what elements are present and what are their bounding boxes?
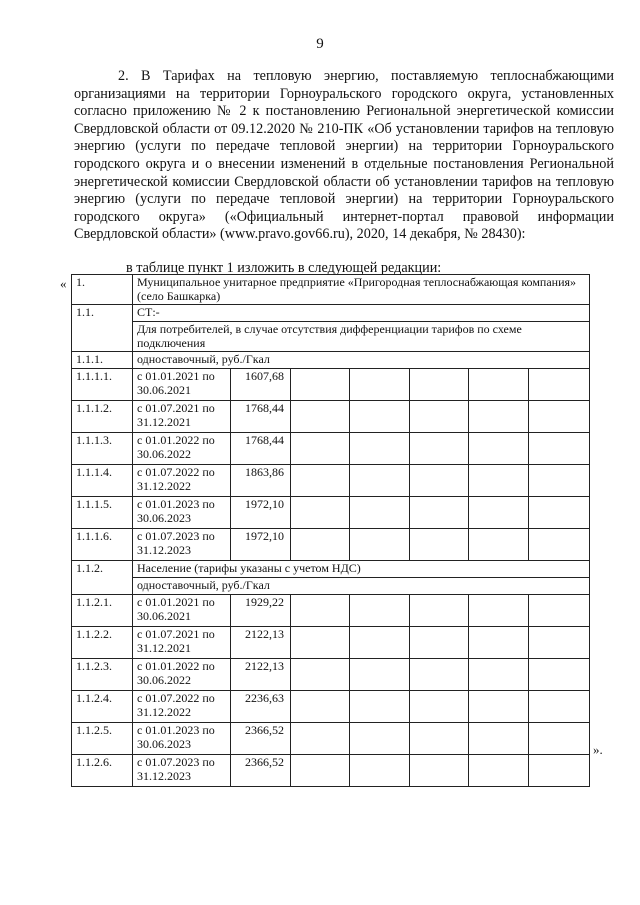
period: с 01.01.2023 по 30.06.2023 xyxy=(133,723,231,755)
tariff-value: 2366,52 xyxy=(231,755,291,787)
empty-cell xyxy=(410,595,469,627)
tariff-row xyxy=(72,401,590,433)
empty-cell xyxy=(469,433,529,465)
tariff-value: 1972,10 xyxy=(231,529,291,561)
empty-cell xyxy=(291,529,350,561)
org-row xyxy=(72,275,590,305)
row-number: 1.1.2.5. xyxy=(72,723,133,755)
empty-cell xyxy=(469,691,529,723)
row-number: 1.1.2. xyxy=(72,561,133,595)
empty-cell xyxy=(529,369,590,401)
period: с 01.01.2022 по 30.06.2022 xyxy=(133,659,231,691)
empty-cell xyxy=(469,659,529,691)
row-number: 1.1. xyxy=(72,305,133,352)
section-label: СТ:- xyxy=(133,305,590,322)
row-number: 1.1.2.6. xyxy=(72,755,133,787)
table-intro: в таблице пункт 1 изложить в следующей редакции: xyxy=(126,260,442,276)
tariff-table xyxy=(71,274,590,787)
empty-cell xyxy=(529,755,590,787)
tariff-value: 1768,44 xyxy=(231,433,291,465)
period: с 01.07.2022 по 31.12.2022 xyxy=(133,691,231,723)
row-number: 1.1.2.3. xyxy=(72,659,133,691)
row-number: 1.1.2.2. xyxy=(72,627,133,659)
tariff-row xyxy=(72,433,590,465)
empty-cell xyxy=(291,369,350,401)
row-number: 1.1.1.5. xyxy=(72,497,133,529)
empty-cell xyxy=(291,691,350,723)
row-number: 1.1.2.4. xyxy=(72,691,133,723)
tariff-group-2 xyxy=(72,595,590,787)
tariff-row xyxy=(72,659,590,691)
empty-cell xyxy=(350,433,410,465)
empty-cell xyxy=(291,627,350,659)
section-note: Для потребителей, в случае отсутствия дифференциации тарифов по схеме подключения xyxy=(133,322,590,352)
empty-cell xyxy=(529,497,590,529)
empty-cell xyxy=(410,627,469,659)
row-number: 1.1.1.1. xyxy=(72,369,133,401)
empty-cell xyxy=(410,529,469,561)
subsection-row xyxy=(72,578,590,595)
row-number: 1. xyxy=(72,275,133,305)
empty-cell xyxy=(469,497,529,529)
period: с 01.01.2021 по 30.06.2021 xyxy=(133,595,231,627)
empty-cell xyxy=(410,497,469,529)
section-label: Население (тарифы указаны с учетом НДС) xyxy=(133,561,590,578)
row-number: 1.1.2.1. xyxy=(72,595,133,627)
subsection-label: одноставочный, руб./Гкал xyxy=(133,578,590,595)
period: с 01.07.2023 по 31.12.2023 xyxy=(133,529,231,561)
empty-cell xyxy=(529,723,590,755)
empty-cell xyxy=(469,465,529,497)
empty-cell xyxy=(529,595,590,627)
empty-cell xyxy=(350,465,410,497)
empty-cell xyxy=(291,497,350,529)
period: с 01.07.2023 по 31.12.2023 xyxy=(133,755,231,787)
tariff-value: 1863,86 xyxy=(231,465,291,497)
empty-cell xyxy=(350,497,410,529)
empty-cell xyxy=(410,401,469,433)
tariff-row xyxy=(72,723,590,755)
row-number: 1.1.1.3. xyxy=(72,433,133,465)
subsection-row xyxy=(72,352,590,369)
tariff-row xyxy=(72,627,590,659)
tariff-row xyxy=(72,369,590,401)
empty-cell xyxy=(410,723,469,755)
empty-cell xyxy=(529,465,590,497)
empty-cell xyxy=(291,401,350,433)
page-number: 9 xyxy=(316,36,324,52)
empty-cell xyxy=(350,401,410,433)
closing-quote: ». xyxy=(593,742,603,757)
empty-cell xyxy=(529,433,590,465)
empty-cell xyxy=(350,529,410,561)
tariff-row xyxy=(72,497,590,529)
row-number: 1.1.1.2. xyxy=(72,401,133,433)
opening-quote: « xyxy=(60,276,67,291)
empty-cell xyxy=(529,529,590,561)
tariff-row xyxy=(72,691,590,723)
tariff-value: 1768,44 xyxy=(231,401,291,433)
empty-cell xyxy=(529,627,590,659)
empty-cell xyxy=(410,433,469,465)
tariff-value: 1929,22 xyxy=(231,595,291,627)
empty-cell xyxy=(469,369,529,401)
empty-cell xyxy=(350,723,410,755)
empty-cell xyxy=(529,401,590,433)
tariff-value: 2122,13 xyxy=(231,627,291,659)
section-row xyxy=(72,561,590,578)
empty-cell xyxy=(350,595,410,627)
empty-cell xyxy=(410,465,469,497)
empty-cell xyxy=(291,723,350,755)
empty-cell xyxy=(410,659,469,691)
period: с 01.07.2022 по 31.12.2022 xyxy=(133,465,231,497)
period: с 01.01.2021 по 30.06.2021 xyxy=(133,369,231,401)
empty-cell xyxy=(410,691,469,723)
subsection-label: одноставочный, руб./Гкал xyxy=(133,352,590,369)
period: с 01.07.2021 по 31.12.2021 xyxy=(133,401,231,433)
empty-cell xyxy=(469,401,529,433)
tariff-value: 1607,68 xyxy=(231,369,291,401)
tariff-group-1 xyxy=(72,369,590,561)
empty-cell xyxy=(350,691,410,723)
empty-cell xyxy=(410,755,469,787)
tariff-value: 2122,13 xyxy=(231,659,291,691)
empty-cell xyxy=(350,369,410,401)
empty-cell xyxy=(350,755,410,787)
tariff-row xyxy=(72,465,590,497)
row-number: 1.1.1. xyxy=(72,352,133,369)
empty-cell xyxy=(469,723,529,755)
tariff-value: 2236,63 xyxy=(231,691,291,723)
period: с 01.01.2022 по 30.06.2022 xyxy=(133,433,231,465)
section-note-row xyxy=(72,322,590,352)
empty-cell xyxy=(291,433,350,465)
paragraph-text: 2. В Тарифах на тепловую энергию, поставляемую теплоснабжающими организациями на территории Горноуральского городского округа, установленных согласно приложению № 2 к постановлению Региональной энергетической комиссии Свердловской области от 09.12.2020 № 210-ПК «Об установлении тарифов на тепловую энергию (услуги по передаче тепловой энергии) на территории Горноуральского городского округа и о внесении изменений в отдельные постановления Региональной энергетической комиссии Свердловской области об установлении тарифов на тепловую энергию (услуги по передаче тепловой энергии) на территории Горноуральского городского округа» («Официальный интернет-портал правовой информации Свердловской области» (www.pravo.gov66.ru), 2020, 14 декабря, № 28430): xyxy=(74,68,614,243)
empty-cell xyxy=(350,659,410,691)
empty-cell xyxy=(410,369,469,401)
empty-cell xyxy=(469,627,529,659)
empty-cell xyxy=(529,691,590,723)
empty-cell xyxy=(469,755,529,787)
period: с 01.01.2023 по 30.06.2023 xyxy=(133,497,231,529)
tariff-row xyxy=(72,529,590,561)
empty-cell xyxy=(291,755,350,787)
amendment-paragraph xyxy=(74,68,614,244)
row-number: 1.1.1.6. xyxy=(72,529,133,561)
tariff-row xyxy=(72,595,590,627)
empty-cell xyxy=(469,529,529,561)
empty-cell xyxy=(529,659,590,691)
empty-cell xyxy=(291,465,350,497)
empty-cell xyxy=(291,595,350,627)
tariff-value: 1972,10 xyxy=(231,497,291,529)
section-row xyxy=(72,305,590,322)
row-number: 1.1.1.4. xyxy=(72,465,133,497)
tariff-value: 2366,52 xyxy=(231,723,291,755)
empty-cell xyxy=(291,659,350,691)
period: с 01.07.2021 по 31.12.2021 xyxy=(133,627,231,659)
tariff-row xyxy=(72,755,590,787)
organization-name: Муниципальное унитарное предприятие «Пригородная теплоснабжающая компания» (село Башкарка) xyxy=(133,275,590,305)
empty-cell xyxy=(350,627,410,659)
empty-cell xyxy=(469,595,529,627)
